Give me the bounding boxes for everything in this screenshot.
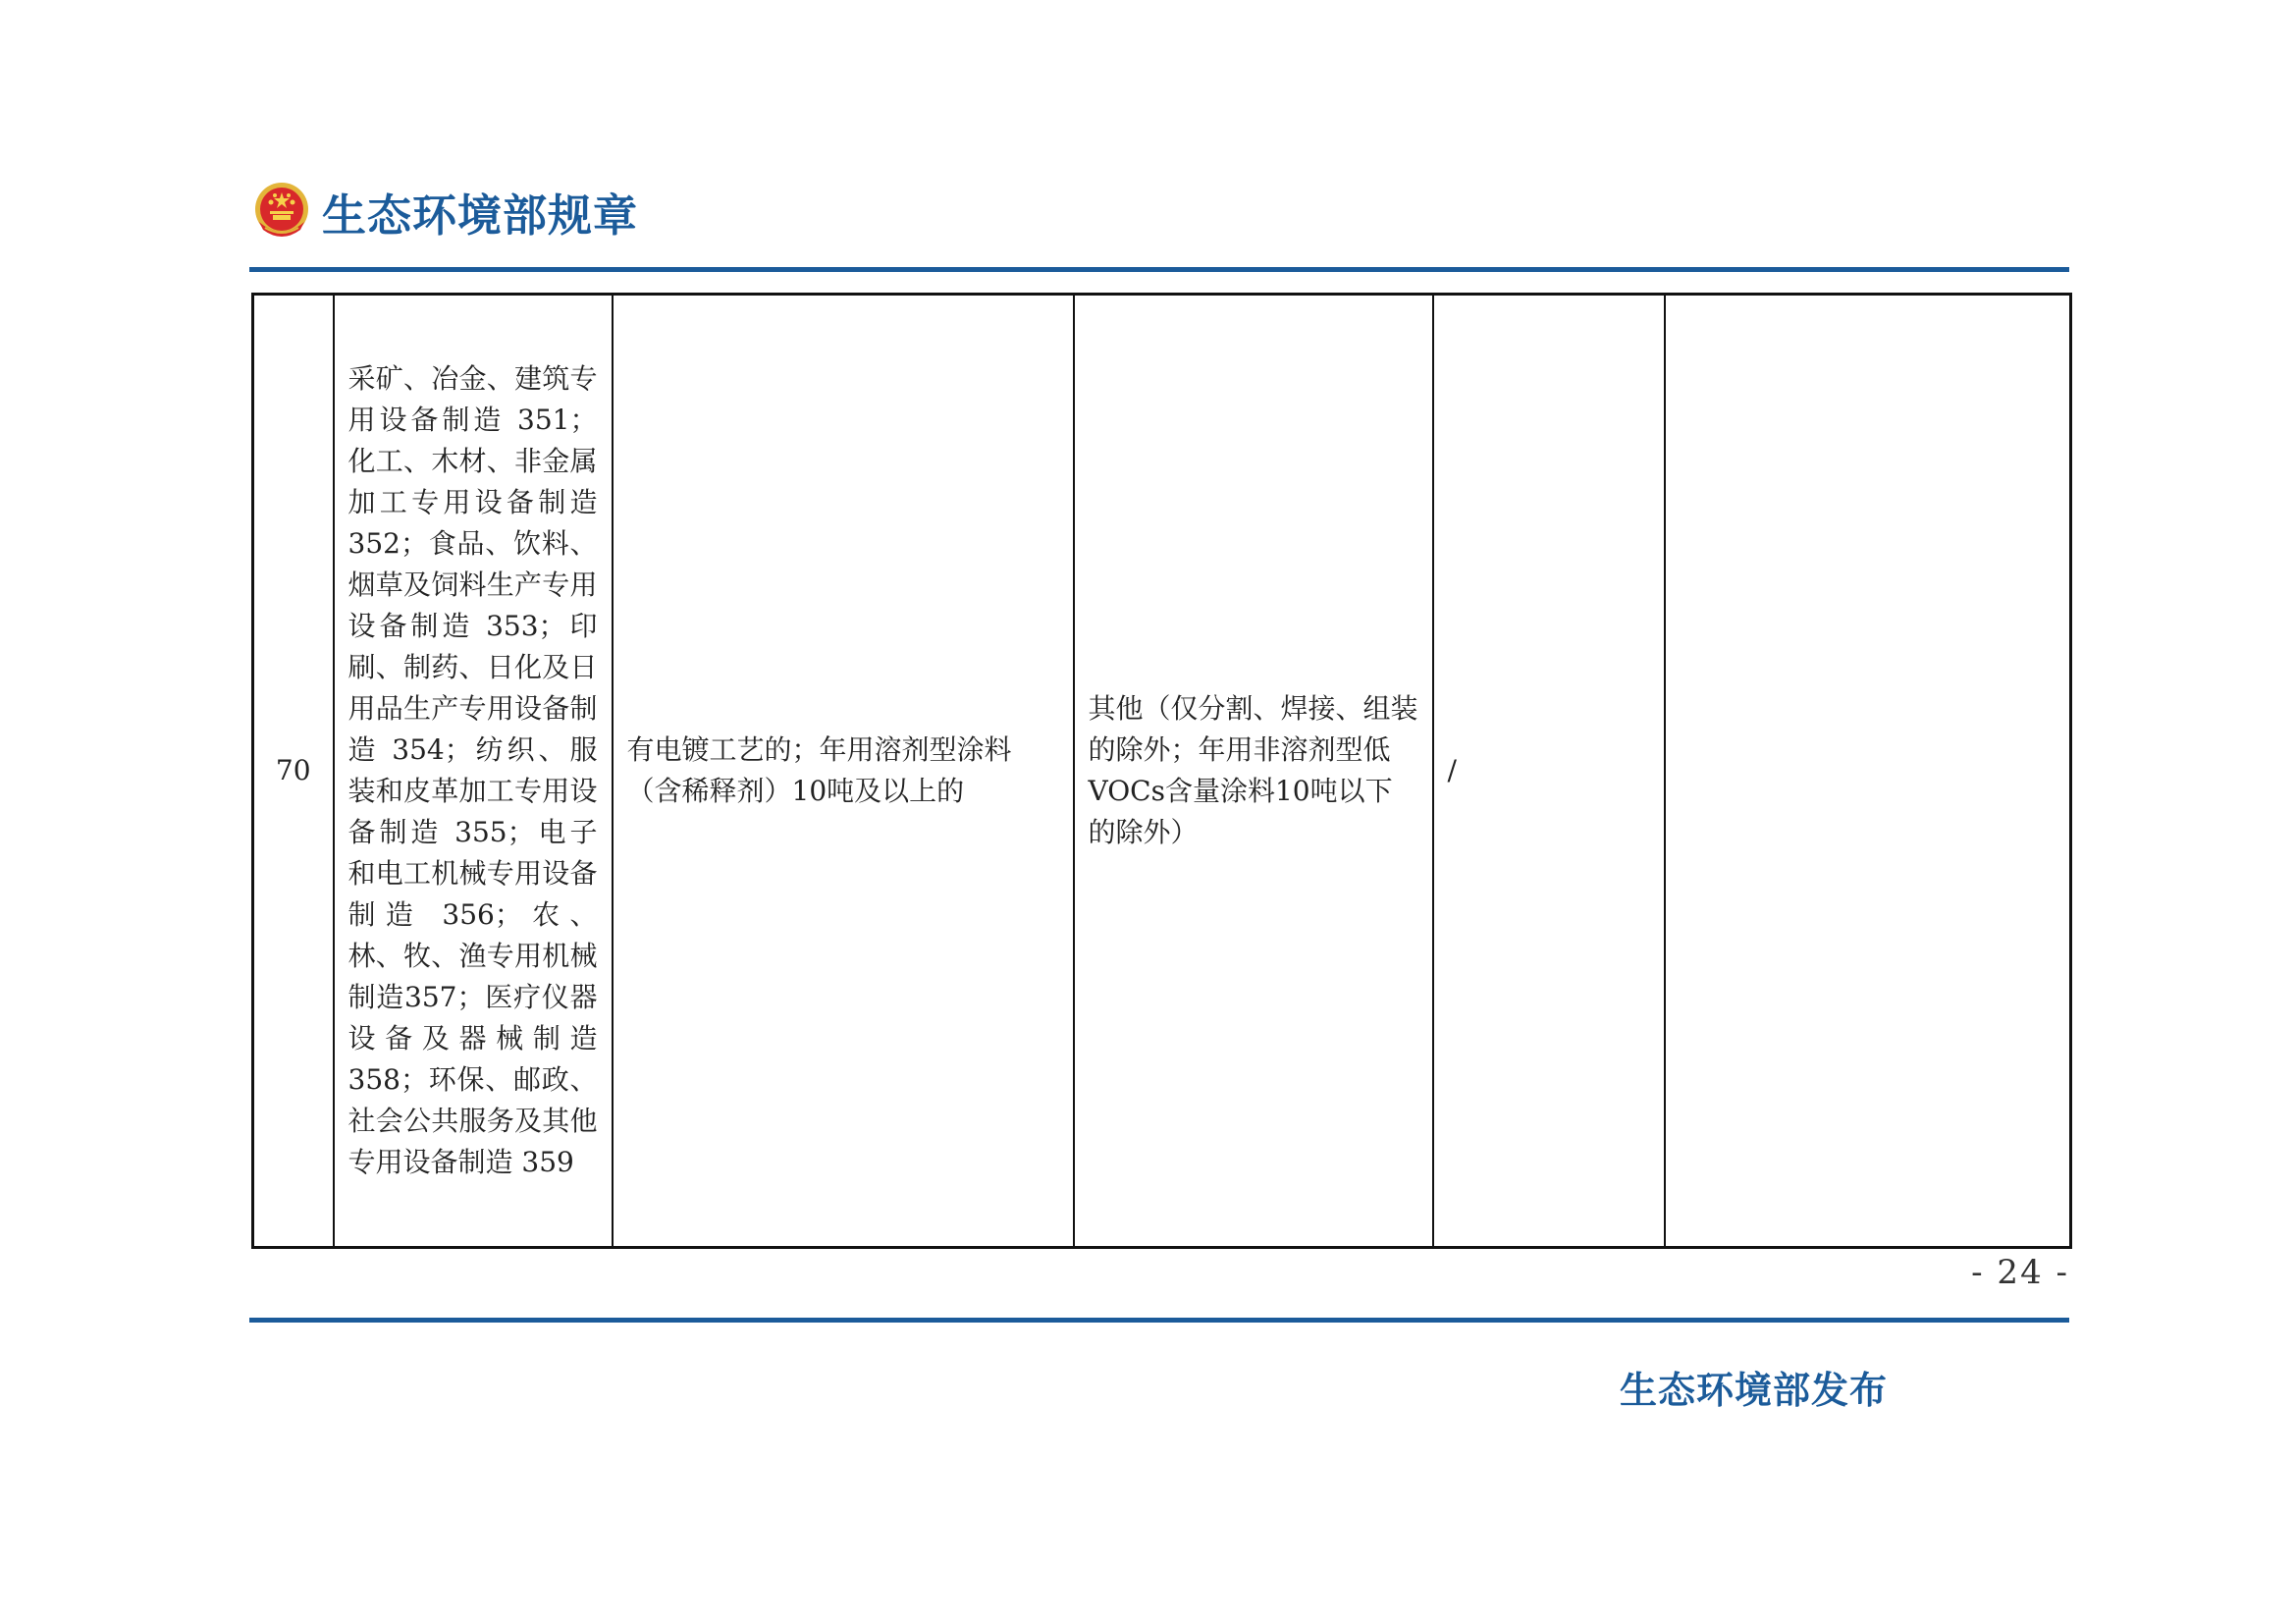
- registration-form-cell: /: [1433, 295, 1665, 1248]
- header-title: 生态环境部规章: [322, 189, 639, 242]
- industry-category-text: 采矿、冶金、建筑专用设备制造 351；化工、木材、非金属加工专用设备制造352；食品、饮料、烟草及饲料生产专用设备制造 353；印刷、制药、日化及日用品生产专用设备制造 354；纺织、服装和皮革加工专用设备制造 355；电子和电工机械专用设备制造 356；农、林、牧、渔专用机械制造357；医疗仪器设备及器械制造 358；环保、邮政、社会公共服务及其他专用设备制造 359: [347, 362, 598, 1178]
- footer-divider: [249, 1318, 2069, 1323]
- row-number: 70: [253, 295, 334, 1248]
- report-requirement-cell: 有电镀工艺的；年用溶剂型涂料（含稀释剂）10吨及以上的: [613, 295, 1074, 1248]
- table-row: [253, 295, 2071, 1248]
- footer-publisher: 生态环境部发布: [1620, 1369, 1889, 1412]
- page-number: - 24 -: [1971, 1253, 2069, 1292]
- header-divider: [249, 267, 2069, 272]
- regulation-table: [251, 293, 2072, 1249]
- industry-category-cell: [334, 295, 613, 1248]
- page-header: [251, 177, 638, 245]
- report-form-cell: 其他（仅分割、焊接、组装的除外；年用非溶剂型低VOCs含量涂料10吨以下的除外）: [1074, 295, 1433, 1248]
- extra-cell: [1665, 295, 2071, 1248]
- national-emblem-icon: [251, 181, 312, 242]
